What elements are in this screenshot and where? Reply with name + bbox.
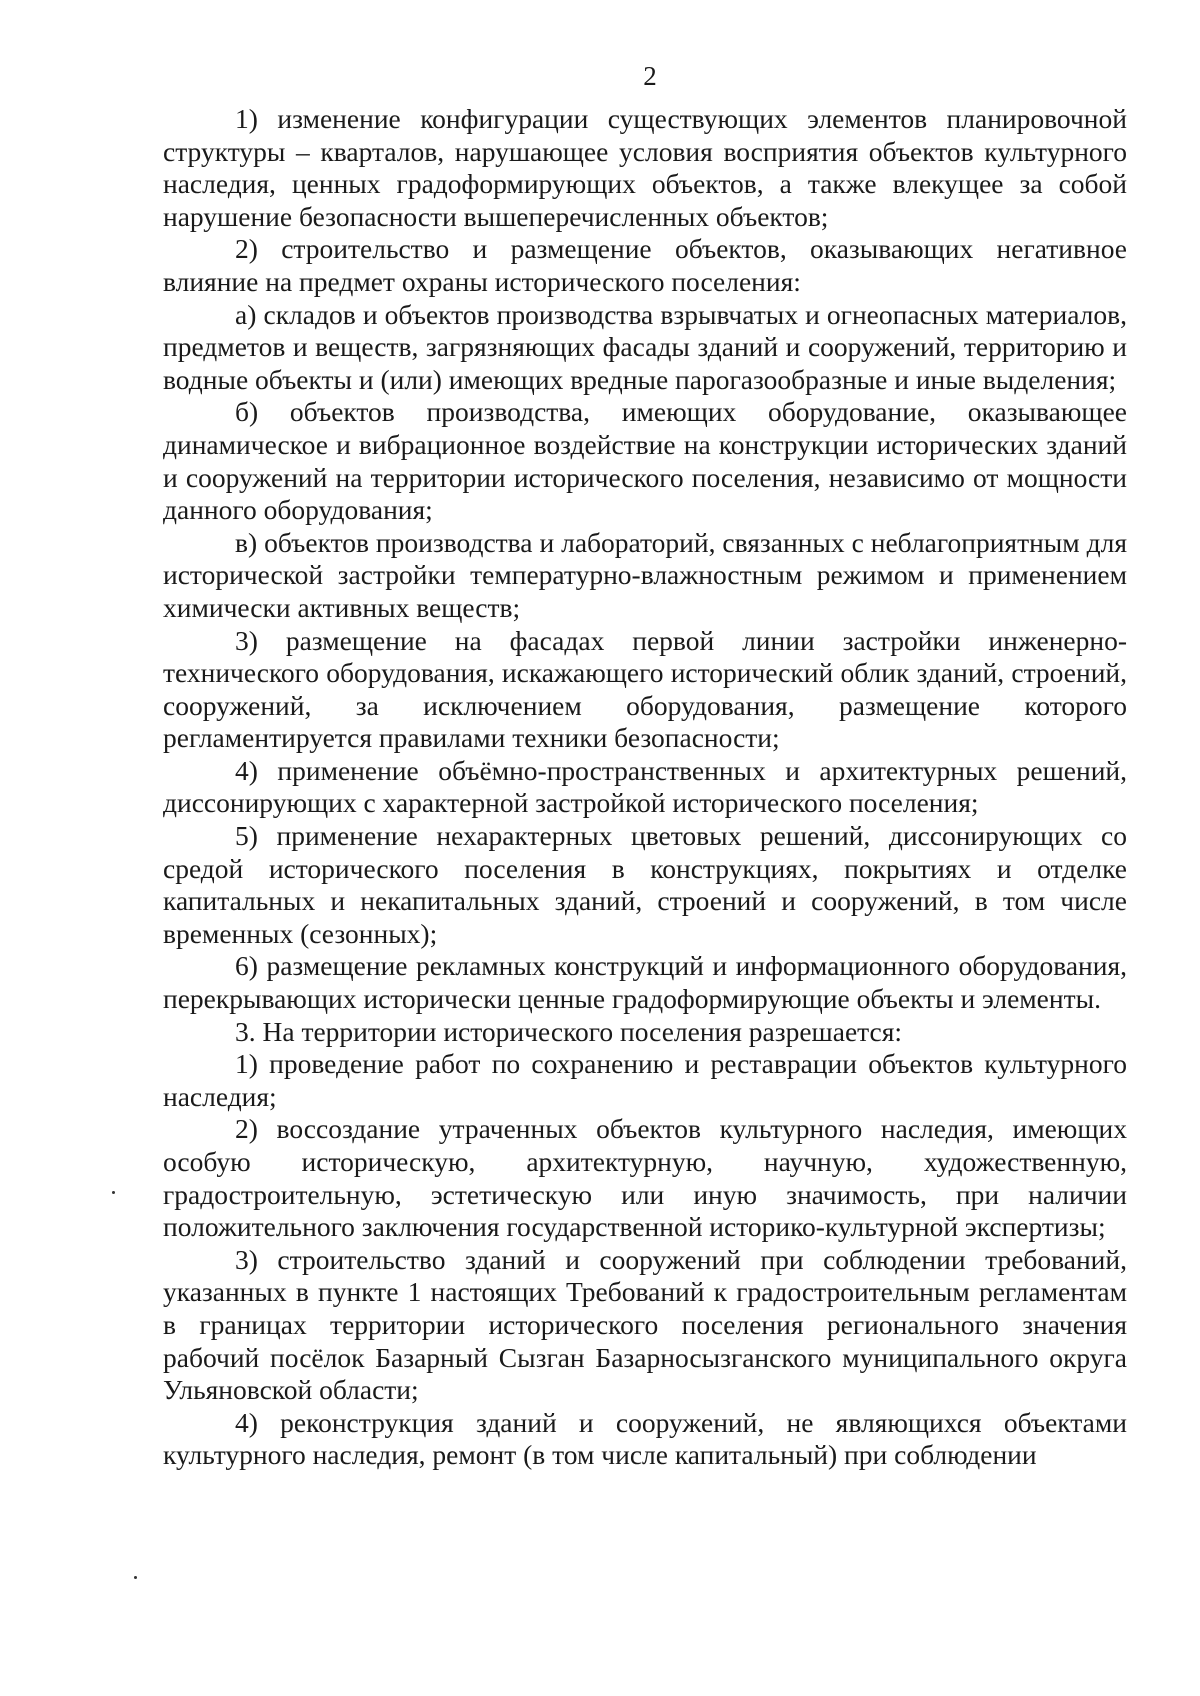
paragraph: 1) изменение конфигурации существующих элементов планировочной структуры – кварталов, нарушающее условия восприятия объектов культурного наследия, ценных градоформирующих объектов, а также влекущее за собой нарушение безопасности вышеперечисленных объектов; [163,103,1127,232]
page-number: 2 [643,61,657,91]
document-body [163,103,1127,1472]
paragraph: 1) проведение работ по сохранению и реставрации объектов культурного наследия; [163,1048,1127,1112]
paragraph: 6) размещение рекламных конструкций и информационного оборудования, перекрывающих исторически ценные градоформирующие объекты и элементы. [163,950,1127,1015]
paragraph: 2) строительство и размещение объектов, оказывающих негативное влияние на предмет охраны исторического поселения: [163,233,1127,297]
paragraph: 3) размещение на фасадах первой линии застройки инженерно-технического оборудования, искажающего исторический облик зданий, строений, сооружений, за исключением оборудования, размещение которого регламентируется правилами техники безопасности; [163,624,1127,754]
paragraph: в) объектов производства и лабораторий, связанных с неблагоприятным для исторической застройки температурно-влажностным режимом и применением химически активных веществ; [163,526,1127,623]
scan-speck [134,1576,137,1579]
paragraph: б) объектов производства, имеющих оборудование, оказывающее динамическое и вибрационное воздействие на конструкции исторических зданий и сооружений на территории исторического поселения, независимо от мощности данного оборудования; [163,396,1127,526]
scan-speck [112,1191,115,1194]
paragraph: 3. На территории исторического поселения разрешается: [235,1015,902,1047]
paragraph: 4) реконструкция зданий и сооружений, не являющихся объектами культурного наследия, ремонт (в том числе капитальный) при соблюдении [163,1406,1127,1471]
paragraph: 3) строительство зданий и сооружений при соблюдении требований, указанных в пункте 1 настоящих Требований к градостроительным регламентам в границах территории исторического поселения регионального значения рабочий посёлок Базарный Сызган Базарносызганского муниципального округа Ульяновской области; [163,1243,1127,1406]
paragraph: 4) применение объёмно-пространственных и архитектурных решений, диссонирующих с характерной застройкой исторического поселения; [163,754,1127,819]
paragraph: 2) воссоздание утраченных объектов культурного наследия, имеющих особую историческую, архитектурную, научную, художественную, градостроительную, эстетическую или иную значимость, при наличии положительного заключения государственной историко-культурной экспертизы; [163,1113,1127,1243]
paragraph: 5) применение нехарактерных цветовых решений, диссонирующих со средой исторического поселения в конструкциях, покрытиях и отделке капитальных и некапитальных зданий, строений и сооружений, в том числе временных (сезонных); [163,820,1127,949]
paragraph: а) складов и объектов производства взрывчатых и огнеопасных материалов, предметов и веществ, загрязняющих фасады зданий и сооружений, территорию и водные объекты и (или) имеющих вредные парогазообразные и иные выделения; [163,298,1127,395]
